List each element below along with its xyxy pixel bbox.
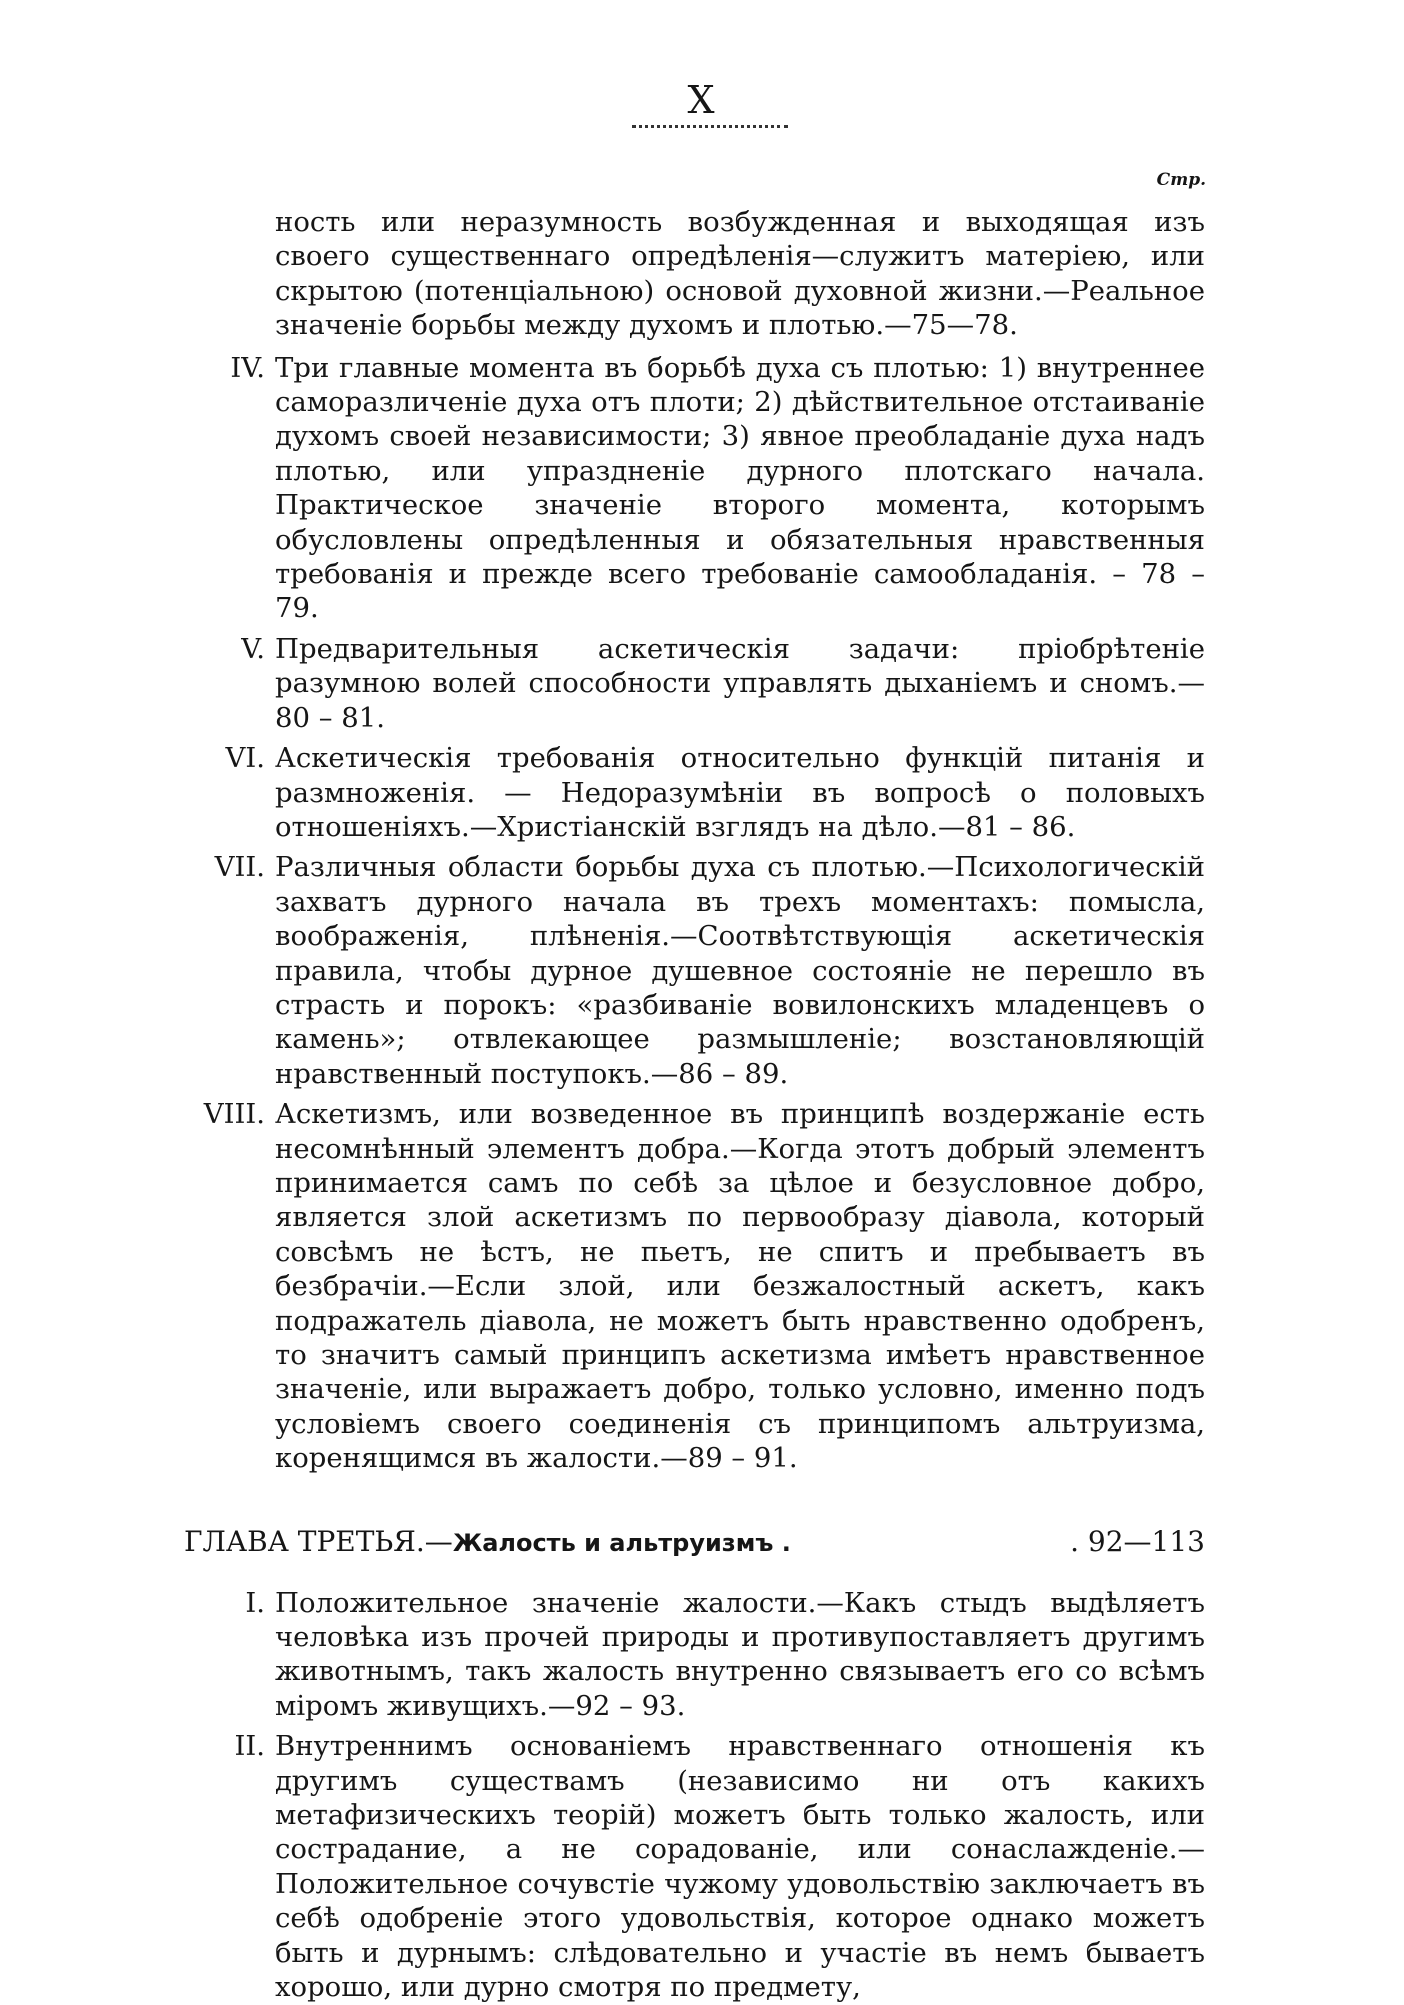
entry-text: Аскетизмъ, или возведенное въ принципѣ воздержаніе есть несомнѣнный элементъ добра.—Когда этотъ добрый элементъ принимается самъ по себѣ за цѣлое и безусловное добро, является злой аскетизмъ по первообразу діавола, который совсѣмъ не ѣстъ, не пьетъ, не спитъ и пребываетъ въ безбрачіи.—Если злой, или безжалостный аскетъ, какъ подражатель діавола, не можетъ быть нравственно одобренъ, то значитъ самый принципъ аскетизма имѣетъ нравственное значеніе, или выражаетъ добро, только условно, именно подъ условіемъ своего соединенія съ принципомъ альтруизма, коренящимся въ жалости.—89 – 91.: [275, 1098, 1205, 1475]
entry-text: Внутреннимъ основаніемъ нравственнаго отношенія къ другимъ существамъ (независимо ни отъ какихъ метафизическихъ теорій) можетъ быть только жалость, или сострадание, а не сорадованіе, или сонаслажденіе.—Положительное сочувстіе чужому удовольствію заключаетъ въ себѣ одобреніе этого удовольствія, которое однако можетъ быть и дурнымъ: слѣдовательно и участіе въ немъ бываетъ хорошо, или дурно смотря по предмету,: [275, 1730, 1205, 2004]
entry-text: Различныя области борьбы духа съ плотью.—Психологическій захватъ дурного начала въ трехъ моментахъ: помысла, воображенія, плѣненія.—Соотвѣтствующія аскетическія правила, чтобы дурное душевное состояніе не перешло въ страсть и порокъ: «разбиваніе вовилонскихъ младенцевъ о камень»; отвлекающее размышленіе; возстановляющій нравственный поступокъ.—86 – 89.: [275, 851, 1205, 1090]
toc-entry: [195, 1586, 1205, 1724]
toc-entry: [195, 351, 1205, 626]
chapter-subtitle: Жалость и альтруизмъ .: [452, 1528, 791, 1557]
page-column-label: Стр.: [1156, 170, 1206, 190]
entry-number: I.: [245, 1586, 265, 1619]
toc-entry: [195, 741, 1205, 844]
dotted-rule: [632, 125, 788, 128]
toc-entry: [195, 1097, 1205, 1475]
entry-number: IV.: [230, 351, 265, 384]
toc-entry: [195, 1729, 1205, 2004]
entry-number: VIII.: [203, 1098, 265, 1131]
chapter-page-range: . 92—113: [1070, 1524, 1205, 1558]
entry-number: II.: [234, 1730, 265, 1763]
toc-entry: [195, 850, 1205, 1091]
entry-text: Предварительныя аскетическія задачи: пріобрѣтеніе разумною волей способности управлять дыханіемъ и сномъ.—80 – 81.: [275, 632, 1205, 734]
chapter-heading: [184, 1522, 1205, 1562]
chapter-title: ГЛАВА ТРЕТЬЯ.—Жалость и альтруизмъ .: [184, 1524, 791, 1558]
entry-text: Аскетическія требованія относительно функцій питанія и размноженія. — Недоразумѣніи въ вопросѣ о половыхъ отношеніяхъ.—Христіанскій взглядъ на дѣло.—81 – 86.: [275, 742, 1205, 843]
toc-entry: [195, 205, 1205, 343]
entry-number: VII.: [214, 851, 265, 884]
entry-text: Положительное значеніе жалости.—Какъ стыдъ выдѣляетъ человѣка изъ прочей природы и противупоставляетъ другимъ животнымъ, такъ жалость внутренно связываетъ его со всѣмъ міромъ живущихъ.—92 – 93.: [275, 1586, 1205, 1722]
toc-entry: [195, 632, 1205, 735]
entry-number: V.: [241, 632, 265, 665]
entry-text: ность или неразумность возбужденная и выходящая изъ своего существеннаго опредѣленія—служитъ матеріею, или скрытою (потенціальною) основой духовной жизни.—Реальное значеніе борьбы между духомъ и плотью.—75—78.: [275, 206, 1205, 342]
entry-number: VI.: [225, 742, 265, 775]
page-number: X: [687, 78, 717, 122]
entry-text: Три главные момента въ борьбѣ духа съ плотью: 1) внутреннее саморазличеніе духа отъ плоти; 2) дѣйствительное отстаиваніе духомъ своей независимости; 3) явное преобладаніе духа надъ плотью, или упраздненіе дурного плотскаго начала. Практическое значеніе второго момента, которымъ обусловлены опредѣленныя и обязательныя нравственныя требованія и прежде всего требованіе самообладанія. – 78 – 79.: [275, 351, 1205, 625]
table-of-contents: [184, 205, 1205, 2005]
